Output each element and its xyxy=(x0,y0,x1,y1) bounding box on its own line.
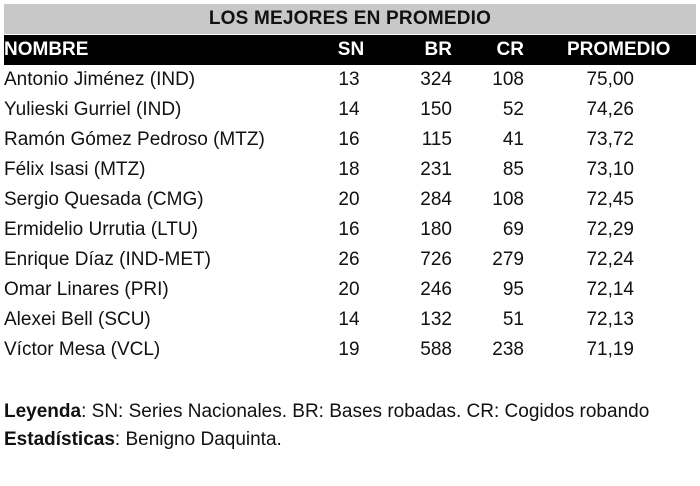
cell-promedio: 71,19 xyxy=(586,339,634,360)
table-row xyxy=(4,245,696,275)
cell-br: 588 xyxy=(420,339,452,360)
cell-cr: 279 xyxy=(492,249,524,270)
cell-promedio: 74,26 xyxy=(586,99,634,120)
table-row xyxy=(4,305,696,335)
cell-promedio: 72,13 xyxy=(586,309,634,330)
cell-cr: 95 xyxy=(502,279,524,300)
header-nombre: NOMBRE xyxy=(4,39,89,60)
cell-name: Víctor Mesa (VCL) xyxy=(4,339,161,360)
cell-br: 726 xyxy=(420,249,452,270)
cell-sn: 16 xyxy=(338,129,360,150)
cell-br: 180 xyxy=(420,219,452,240)
table-row xyxy=(4,335,696,365)
cell-name: Yulieski Gurriel (IND) xyxy=(4,99,182,120)
cell-name: Alexei Bell (SCU) xyxy=(4,309,151,330)
cell-cr: 51 xyxy=(502,309,524,330)
cell-br: 115 xyxy=(421,129,452,150)
cell-cr: 85 xyxy=(502,159,524,180)
cell-br: 284 xyxy=(420,189,452,210)
cell-promedio: 72,14 xyxy=(586,279,634,300)
stats-line xyxy=(4,426,696,454)
cell-promedio: 73,10 xyxy=(586,159,634,180)
cell-cr: 238 xyxy=(492,339,524,360)
header-promedio: PROMEDIO xyxy=(567,39,671,60)
cell-sn: 14 xyxy=(338,309,360,330)
cell-br: 150 xyxy=(420,99,452,120)
legend-label: Leyenda xyxy=(4,401,82,422)
cell-br: 324 xyxy=(420,69,452,90)
table-header xyxy=(4,35,696,65)
table-row xyxy=(4,65,696,95)
table-row xyxy=(4,275,696,305)
cell-cr: 41 xyxy=(502,129,524,150)
stats-label: Estadísticas xyxy=(4,429,115,450)
cell-sn: 20 xyxy=(338,279,360,300)
cell-promedio: 73,72 xyxy=(586,129,634,150)
cell-sn: 26 xyxy=(338,249,360,270)
cell-sn: 13 xyxy=(338,69,360,90)
table-title: LOS MEJORES EN PROMEDIO xyxy=(4,4,696,34)
cell-br: 231 xyxy=(420,159,452,180)
cell-sn: 19 xyxy=(338,339,360,360)
cell-sn: 14 xyxy=(338,99,360,120)
cell-cr: 52 xyxy=(502,99,524,120)
cell-promedio: 72,29 xyxy=(586,219,634,240)
table-row xyxy=(4,125,696,155)
cell-cr: 69 xyxy=(502,219,524,240)
table-row xyxy=(4,185,696,215)
cell-name: Omar Linares (PRI) xyxy=(4,279,169,300)
cell-name: Ramón Gómez Pedroso (MTZ) xyxy=(4,129,265,150)
header-sn: SN xyxy=(337,39,365,60)
cell-br: 132 xyxy=(420,309,452,330)
cell-name: Enrique Díaz (IND-MET) xyxy=(4,249,211,270)
header-br: BR xyxy=(424,39,452,60)
cell-cr: 108 xyxy=(492,69,524,90)
table-body xyxy=(4,65,696,365)
cell-name: Félix Isasi (MTZ) xyxy=(4,159,146,180)
cell-cr: 108 xyxy=(492,189,524,210)
stats-text: : Benigno Daquinta. xyxy=(114,429,282,450)
table-row xyxy=(4,95,696,125)
cell-name: Antonio Jiménez (IND) xyxy=(4,69,196,90)
cell-sn: 20 xyxy=(338,189,360,210)
cell-promedio: 72,45 xyxy=(586,189,634,210)
legend-line xyxy=(4,398,696,426)
table-row xyxy=(4,155,696,185)
cell-name: Ermidelio Urrutia (LTU) xyxy=(4,219,198,240)
cell-sn: 18 xyxy=(338,159,360,180)
legend-block xyxy=(4,398,696,454)
cell-br: 246 xyxy=(420,279,452,300)
cell-promedio: 72,24 xyxy=(586,249,634,270)
legend-text: : SN: Series Nacionales. BR: Bases robadas. CR: Cogidos robando xyxy=(81,401,650,422)
table-row xyxy=(4,215,696,245)
cell-name: Sergio Quesada (CMG) xyxy=(4,189,204,210)
header-cr: CR xyxy=(496,39,524,60)
cell-sn: 16 xyxy=(338,219,360,240)
cell-promedio: 75,00 xyxy=(586,69,634,90)
